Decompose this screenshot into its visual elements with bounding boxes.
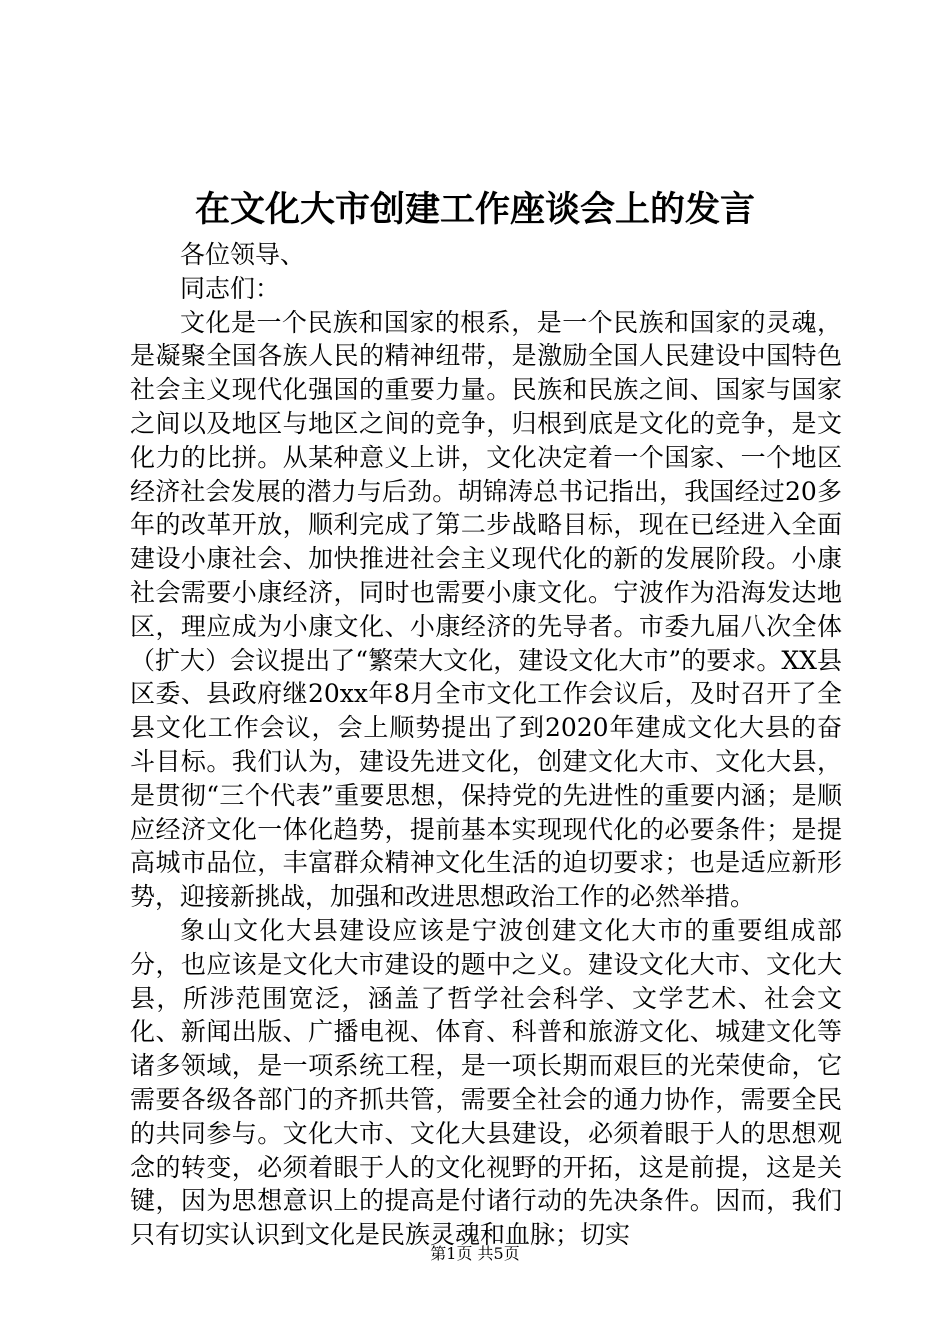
page-number-footer: 第1页 共5页 xyxy=(430,1244,520,1263)
salutation-leaders: 各位领导、 xyxy=(180,240,306,269)
body-paragraph-2: 象山文化大县建设应该是宁波创建文化大市的重要组成部分，也应该是文化大市建设的题中之义。建设文化大市、文化大县，所涉范围宽泛，涵盖了哲学社会科学、文学艺术、社会文化、新闻出版、广播电视、体育、科普和旅游文化、城建文化等诸多领域，是一项系统工程，是一项长期而艰巨的光荣使命，它需要各级各部门的齐抓共管，需要全社会的通力协作，需要全民的共同参与。文化大市、文化大县建设，必须着眼于人的思想观念的转变，必须着眼于人的文化视野的开拓，这是前提，这是关键，因为思想意识上的提高是付诸行动的先决条件。因而，我们只有切实认识到文化是民族灵魂和血脉；切实 xyxy=(130,915,842,1250)
body-paragraph-1: 文化是一个民族和国家的根系，是一个民族和国家的灵魂，是凝聚全国各族人民的精神纽带，是激励全国人民建设中国特色社会主义现代化强国的重要力量。民族和民族之间、国家与国家之间以及地区与地区之间的竞争，归根到底是文化的竞争，是文化力的比拼。从某种意义上讲，文化决定着一个国家、一个地区经济社会发展的潜力与后劲。胡锦涛总书记指出，我国经过20多年的改革开放，顺利完成了第二步战略目标，现在已经进入全面建设小康社会、加快推进社会主义现代化的新的发展阶段。小康社会需要小康经济，同时也需要小康文化。宁波作为沿海发达地区，理应成为小康文化、小康经济的先导者。市委九届八次全体（扩大）会议提出了“繁荣大文化，建设文化大市”的要求。XX县区委、县政府继20xx年8月全市文化工作会议后，及时召开了全县文化工作会议，会上顺势提出了到2020年建成文化大县的奋斗目标。我们认为，建设先进文化，创建文化大市、文化大县，是贯彻“三个代表”重要思想，保持党的先进性的重要内涵；是顺应经济文化一体化趋势，提前基本实现现代化的必要条件；是提高城市品位，丰富群众精神文化生活的迫切要求；也是适应新形势，迎接新挑战，加强和改进思想政治工作的必然举措。 xyxy=(130,307,842,912)
document-body xyxy=(130,238,842,1252)
document-title: 在文化大市创建工作座谈会上的发言 xyxy=(194,189,755,230)
salutation-comrades: 同志们： xyxy=(180,273,281,303)
